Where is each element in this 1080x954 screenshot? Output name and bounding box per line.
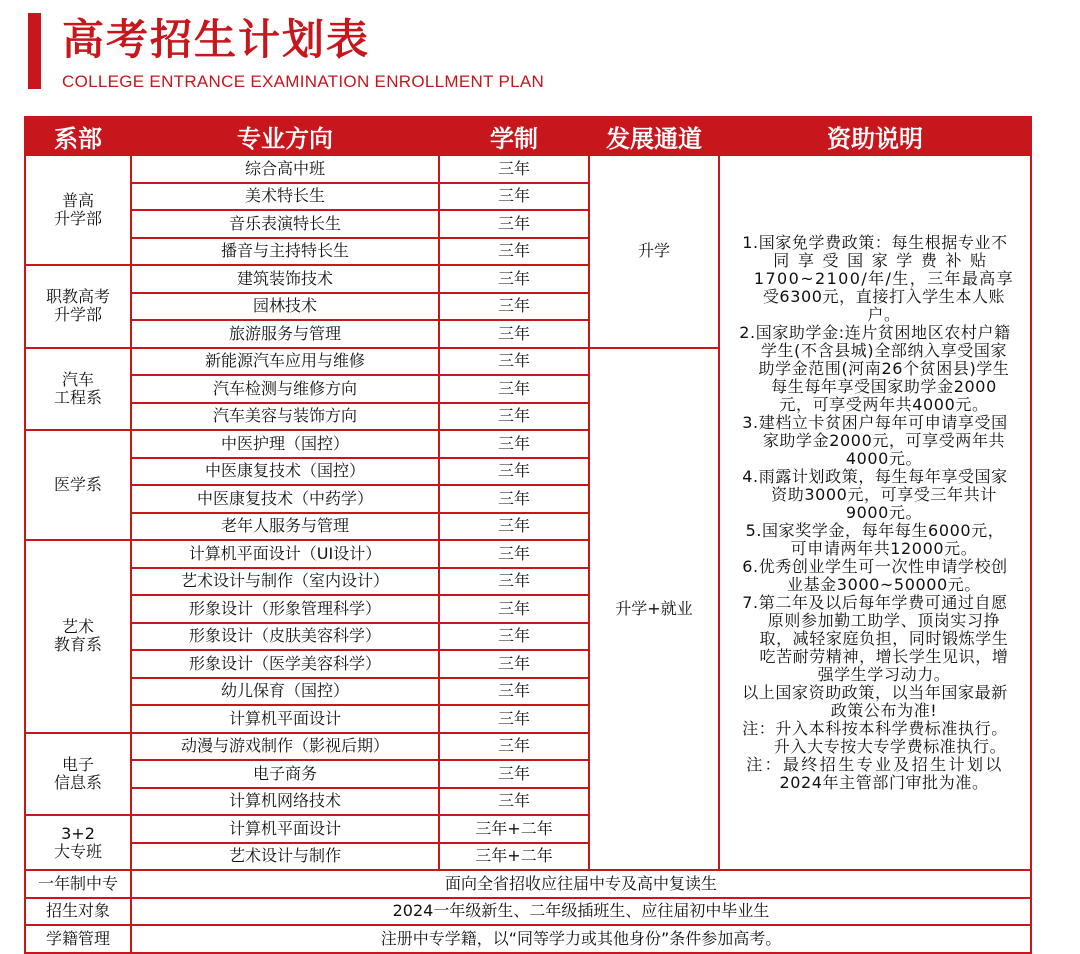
aid-note: 以上国家资助政策，以当年国家最新: [742, 682, 1008, 702]
aid-note: 7.第二年及以后每年学费可通过自愿: [742, 592, 1008, 612]
duration-cell: 三年: [439, 458, 589, 486]
col-header-aid: 资助说明: [719, 117, 1031, 155]
aid-note: 户。: [867, 304, 901, 324]
aid-description-cell: [719, 155, 1031, 870]
department-cell: [25, 815, 131, 870]
footer-value-cell: 面向全省招收应往届中专及高中复读生: [131, 870, 1031, 898]
aid-note: 9000元。: [845, 502, 923, 522]
duration-cell: 三年+二年: [439, 843, 589, 871]
footer-label-cell: 一年制中专: [25, 870, 131, 898]
aid-note: 注：升入本科按本科学费标准执行。: [742, 718, 1008, 738]
major-cell: 形象设计（形象管理科学）: [131, 595, 439, 623]
table-row: [25, 898, 1031, 926]
major-cell: 美术特长生: [131, 183, 439, 211]
col-header-major: 专业方向: [131, 117, 439, 155]
aid-note: 注：最终招生专业及招生计划以: [746, 754, 1004, 774]
major-cell: 艺术设计与制作: [131, 843, 439, 871]
department-name: 普高: [61, 191, 94, 210]
aid-note: 1700~2100/年/生，三年最高享: [753, 268, 1015, 288]
table-row: [25, 925, 1031, 953]
major-cell: 中医康复技术（中药学）: [131, 485, 439, 513]
aid-note: 5.国家奖学金，每年每生6000元，: [745, 520, 1005, 540]
major-cell: 汽车检测与维修方向: [131, 375, 439, 403]
duration-cell: 三年: [439, 403, 589, 431]
aid-note: 受6300元，直接打入学生本人账: [762, 286, 1006, 306]
aid-note: 1.国家免学费政策：每生根据专业不: [742, 232, 1008, 252]
major-cell: 计算机平面设计（UI设计）: [131, 540, 439, 568]
duration-cell: 三年+二年: [439, 815, 589, 843]
table-row: [25, 155, 1031, 183]
aid-note: 学生(不含县城)全部纳入享受国家: [760, 340, 1008, 360]
duration-cell: 三年: [439, 375, 589, 403]
aid-note: 原则参加勤工助学、顶岗实习挣: [767, 610, 1001, 630]
department-name: 升学部: [53, 209, 102, 228]
duration-cell: 三年: [439, 733, 589, 761]
col-header-department: 系部: [25, 117, 131, 155]
major-cell: 计算机网络技术: [131, 788, 439, 816]
duration-cell: 三年: [439, 568, 589, 596]
table-row: [25, 870, 1031, 898]
duration-cell: 三年: [439, 430, 589, 458]
duration-cell: 三年: [439, 293, 589, 321]
enrollment-plan-table: [24, 116, 1032, 954]
duration-cell: 三年: [439, 595, 589, 623]
department-name: 教育系: [53, 635, 102, 655]
duration-cell: 三年: [439, 650, 589, 678]
major-cell: 中医护理（国控）: [131, 430, 439, 458]
duration-cell: 三年: [439, 320, 589, 348]
major-cell: 形象设计（皮肤美容科学）: [131, 623, 439, 651]
footer-label-cell: 学籍管理: [25, 925, 131, 953]
department-name: 升学部: [53, 305, 102, 325]
duration-cell: 三年: [439, 513, 589, 541]
department-cell: [25, 733, 131, 816]
major-cell: 电子商务: [131, 760, 439, 788]
major-cell: 幼儿保育（国控）: [131, 678, 439, 706]
aid-note: 助学金范围(河南26个贫困县)学生: [758, 358, 1010, 378]
major-cell: 播音与主持特长生: [131, 238, 439, 266]
department-name: 医学系: [53, 475, 102, 494]
department-cell: [25, 348, 131, 431]
major-cell: 计算机平面设计: [131, 705, 439, 733]
department-name: 大专班: [53, 841, 102, 861]
department-cell: [25, 540, 131, 733]
major-cell: 老年人服务与管理: [131, 513, 439, 541]
major-cell: 中医康复技术（国控）: [131, 458, 439, 486]
aid-note: 2.国家助学金:连片贫困地区农村户籍: [739, 322, 1011, 342]
major-cell: 旅游服务与管理: [131, 320, 439, 348]
major-cell: 综合高中班: [131, 155, 439, 183]
department-name: 职教高考: [45, 287, 110, 307]
department-name: 3+2: [61, 823, 95, 843]
aid-note: 吃苦耐劳精神，增长学生见识，增: [759, 646, 1009, 666]
title-accent-bar: [28, 13, 41, 89]
aid-note: 同享受国家学费补贴: [773, 250, 995, 270]
aid-note: 4000元。: [845, 448, 923, 468]
footer-label-cell: 招生对象: [25, 898, 131, 926]
aid-note: 升入大专按大专学费标准执行。: [773, 736, 1007, 756]
aid-note: 元，可享受两年共4000元。: [779, 394, 989, 414]
major-cell: 新能源汽车应用与维修: [131, 348, 439, 376]
aid-note: 每生每年享受国家助学金2000: [771, 376, 997, 396]
major-cell: 汽车美容与装饰方向: [131, 403, 439, 431]
page-title: 高考招生计划表: [62, 15, 371, 64]
aid-note: 可申请两年共12000元。: [790, 538, 978, 558]
aid-note: 家助学金2000元，可享受两年共: [762, 430, 1006, 450]
footer-value-cell: 2024一年级新生、二年级插班生、应往届初中毕业生: [131, 898, 1031, 926]
aid-note: 取，减轻家庭负担，同时锻炼学生: [759, 628, 1009, 648]
aid-note: 3.建档立卡贫困户每年可申请享受国: [742, 412, 1008, 432]
major-cell: 音乐表演特长生: [131, 210, 439, 238]
major-cell: 艺术设计与制作（室内设计）: [131, 568, 439, 596]
aid-note: 业基金3000~50000元。: [786, 574, 982, 594]
duration-cell: 三年: [439, 265, 589, 293]
department-name: 汽车: [61, 369, 94, 389]
duration-cell: 三年: [439, 705, 589, 733]
major-cell: 动漫与游戏制作（影视后期）: [131, 733, 439, 761]
aid-note: 强学生学习动力。: [817, 664, 951, 684]
aid-note: 2024年主管部门审批为准。: [779, 772, 989, 792]
duration-cell: 三年: [439, 623, 589, 651]
department-name: 艺术: [61, 617, 94, 637]
duration-cell: 三年: [439, 238, 589, 266]
duration-cell: 三年: [439, 183, 589, 211]
department-cell: [25, 430, 131, 540]
department-cell: [25, 265, 131, 348]
duration-cell: 三年: [439, 485, 589, 513]
footer-value-cell: 注册中专学籍，以“同等学力或其他身份”条件参加高考。: [131, 925, 1031, 953]
department-name: 电子: [61, 754, 94, 774]
duration-cell: 三年: [439, 210, 589, 238]
aid-note: 政策公布为准!: [830, 700, 938, 720]
major-cell: 建筑装饰技术: [131, 265, 439, 293]
duration-cell: 三年: [439, 348, 589, 376]
col-header-channel: 发展通道: [589, 117, 719, 155]
department-name: 工程系: [53, 387, 102, 407]
col-header-duration: 学制: [439, 117, 589, 155]
department-cell: [25, 155, 131, 265]
major-cell: 形象设计（医学美容科学）: [131, 650, 439, 678]
page-subtitle: COLLEGE ENTRANCE EXAMINATION ENROLLMENT PLAN: [62, 72, 545, 91]
major-cell: 计算机平面设计: [131, 815, 439, 843]
major-cell: 园林技术: [131, 293, 439, 321]
duration-cell: 三年: [439, 540, 589, 568]
duration-cell: 三年: [439, 760, 589, 788]
department-name: 信息系: [53, 772, 102, 792]
channel-cell: 升学+就业: [589, 348, 719, 871]
aid-note: 4.雨露计划政策，每生每年享受国家: [742, 466, 1008, 486]
table-header-row: [25, 117, 1031, 155]
aid-note: 资助3000元，可享受三年共计: [771, 484, 997, 504]
channel-cell: 升学: [589, 155, 719, 348]
duration-cell: 三年: [439, 155, 589, 183]
duration-cell: 三年: [439, 678, 589, 706]
duration-cell: 三年: [439, 788, 589, 816]
aid-note: 6.优秀创业学生可一次性申请学校创: [742, 556, 1008, 576]
